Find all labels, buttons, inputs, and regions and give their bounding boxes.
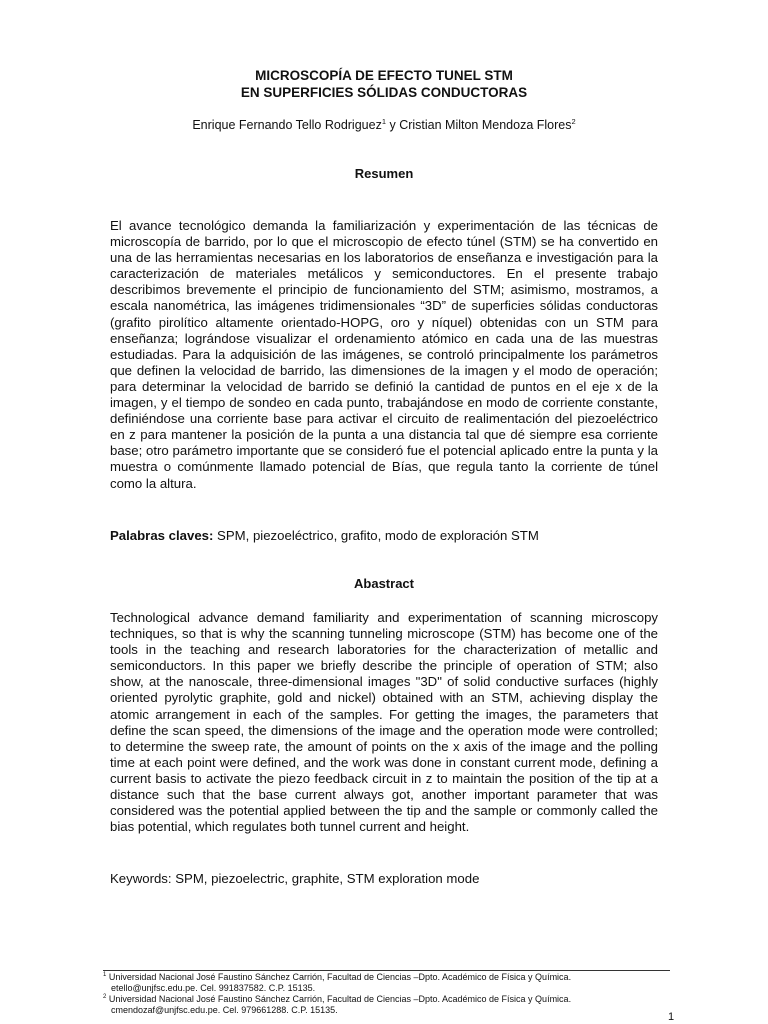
author-1: Enrique Fernando Tello Rodriguez (192, 118, 382, 132)
title-line-2: EN SUPERFICIES SÓLIDAS CONDUCTORAS (240, 85, 528, 100)
palabras-claves-label: Palabras claves: (110, 528, 214, 543)
footnote-2-mark: 2 (103, 994, 107, 1000)
author-2-footnote-mark: 2 (571, 116, 576, 126)
footnote-2-contact: cmendozaf@unjfsc.edu.pe. Cel. 979661288. C.P. 15135. (111, 1005, 338, 1015)
footnote-2 (103, 994, 673, 1005)
footnote-2-affiliation: Universidad Nacional José Faustino Sánchez Carrión, Facultad de Ciencias –Dpto. Académico de Física y Química. (106, 994, 572, 1004)
resumen-heading: Resumen (354, 166, 414, 181)
footnote-1 (103, 972, 673, 983)
footnote-1-contact: etello@unjfsc.edu.pe. Cel. 991837582. C.P. 15135. (111, 983, 316, 993)
abstract-heading: Abastract (354, 576, 414, 591)
authors-line (0, 118, 768, 132)
footnote-1-mark: 1 (103, 972, 107, 978)
page-number: 1 (668, 1011, 675, 1023)
abstract-body: Technological advance demand familiarity and experimentation of scanning microscopy techniques, so that is why the scanning tunneling microscope (STM) has become one of the tools in the teaching and research laboratories for the characterization of metallic and semiconductors. In this paper we briefly describe the principle of operation of STM; also show, at the nanoscale, three-dimensional images "3D" of solid conductive surfaces (highly oriented pyrolytic graphite, gold and nickel) obtained with an STM, achieving display the atomic arrangement in each of the samples. For getting the images, the parameters that define the scan speed, the dimensions of the image and the operation mode were controlled; to determine the sweep rate, the amount of points on the x axis of the image and the polling time at each point were defined, and the work was done in constant current mode, defining a current basis to activate the piezo feedback circuit in z to maintain the position of the tip at a distance such that the base current always got, another important parameter that was considered was the potential applied between the tip and the sample or commonly called the bias potential, which regulates both tunnel current and height. (110, 610, 658, 835)
author-1-footnote-mark: 1 (381, 116, 386, 126)
title-line-1: MICROSCOPÍA DE EFECTO TUNEL STM (255, 68, 513, 83)
footnote-divider (103, 970, 670, 971)
resumen-body: El avance tecnológico demanda la familiarización y experimentación de las técnicas de microscopía de barrido, por lo que el microscopio de efecto túnel (STM) se ha convertido en una de las herramientas necesarias en los laboratorios de enseñanza e investigación para la caracterización de materiales metálicos y semiconductores. En el presente trabajo describimos brevemente el principio de funcionamiento del STM; asimismo, mostramos, a escala nanométrica, las imágenes tridimensionales “3D” de superficies sólidas conductoras (grafito pirolítico altamente orientado-HOPG, oro y níquel) obtenidas con un STM para enseñanza; lográndose visualizar el ordenamiento atómico en cada una de las muestras estudiadas. Para la adquisición de las imágenes, se controló principalmente los parámetros que definen la velocidad de barrido, las dimensiones de la imagen y el modo de operación; para determinar la velocidad de barrido se definió la cantidad de puntos en el eje x de la imagen, y el tiempo de sondeo en cada punto, trabajándose en modo de corriente constante, definiéndose una corriente base para activar el circuito de realimentación del piezoeléctrico en z para mantener la posición de la punta a una distancia tal que dé siempre esa corriente base; otro parámetro importante que se consideró fue el potencial aplicado entre la punta y la muestra o comúnmente llamado potencial de Bías, que regula tanto la corriente de túnel como la altura. (110, 218, 658, 491)
palabras-claves-text: SPM, piezoeléctrico, grafito, modo de exploración STM (213, 528, 539, 543)
palabras-claves (110, 528, 670, 543)
keywords: Keywords: SPM, piezoelectric, graphite, STM exploration mode (110, 871, 480, 886)
footnote-1-affiliation: Universidad Nacional José Faustino Sánchez Carrión, Facultad de Ciencias –Dpto. Académico de Física y Química. (106, 972, 572, 982)
author-connector: y Cristian Milton Mendoza Flores (386, 118, 572, 132)
footnotes (103, 972, 673, 1016)
